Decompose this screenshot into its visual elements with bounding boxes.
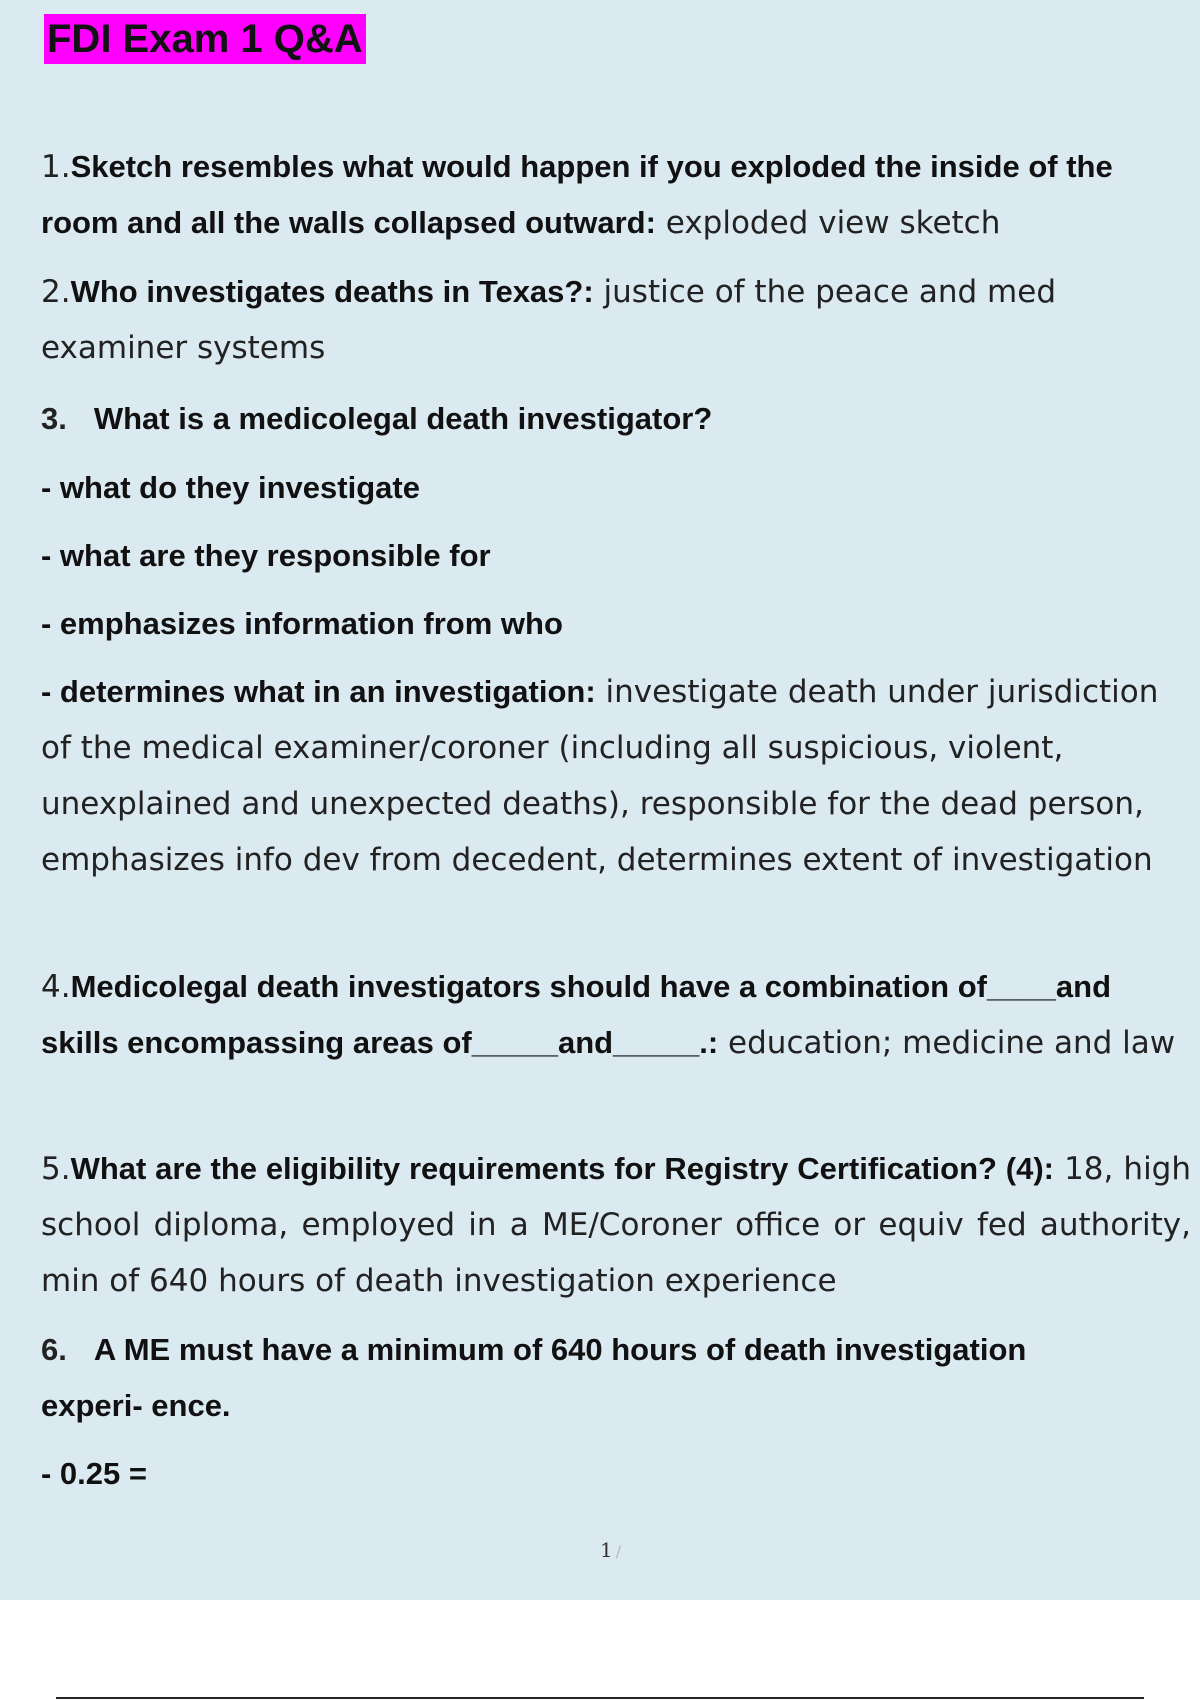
question-text: What is a medicolegal death investigator? bbox=[93, 401, 713, 436]
qa-item-3-sub-4 bbox=[41, 664, 1191, 888]
sub-question-text: - what do they investigate bbox=[41, 470, 420, 505]
qa-item-1 bbox=[41, 139, 1191, 251]
answer-text: justice of the peace and med examiner systems bbox=[41, 274, 1056, 366]
qa-item-6-sub-1 bbox=[41, 1446, 1191, 1502]
answer-text: 18, high school diploma, employed in a ME/Coroner office or equiv fed authority, min of 640 hours of death investigation experience bbox=[41, 1151, 1192, 1299]
sub-question-text: - determines what in an investigation: bbox=[41, 674, 596, 709]
item-number: 3. bbox=[41, 401, 67, 436]
item-number: 2. bbox=[41, 274, 71, 310]
question-text: Medicolegal death investigators should have a combination of____and skills encompassing areas of_____and_____.: bbox=[41, 969, 1112, 1060]
qa-item-3-sub-2 bbox=[41, 528, 1191, 584]
answer-text: exploded view sketch bbox=[655, 205, 1001, 241]
question-text: Sketch resembles what would happen if you exploded the inside of the room and all the walls collapsed outward: bbox=[41, 149, 1113, 240]
question-text: Who investigates deaths in Texas?: bbox=[70, 274, 594, 309]
document-title: FDI Exam 1 Q&A bbox=[44, 14, 366, 64]
qa-item-2 bbox=[41, 264, 1191, 376]
qa-item-5 bbox=[41, 1141, 1191, 1309]
page-number bbox=[600, 1538, 621, 1562]
qa-item-6 bbox=[41, 1322, 1131, 1434]
qa-item-3-sub-1 bbox=[41, 460, 1191, 516]
qa-item-3-question bbox=[41, 391, 1191, 447]
item-number: 6. bbox=[41, 1332, 67, 1367]
page-number-value: 1 bbox=[600, 1538, 613, 1562]
footer-rule bbox=[56, 1697, 1144, 1699]
qa-item-3-sub-3 bbox=[41, 596, 1191, 652]
sub-question-text: - 0.25 = bbox=[41, 1456, 147, 1491]
sub-question-text: - emphasizes information from who bbox=[41, 606, 563, 641]
question-text: What are the eligibility requirements for Registry Certification? (4): bbox=[70, 1151, 1055, 1186]
answer-text: education; medicine and law bbox=[718, 1025, 1176, 1061]
qa-item-4 bbox=[41, 959, 1191, 1071]
item-number: 4. bbox=[41, 969, 71, 1005]
answer-text: investigate death under jurisdiction of the medical examiner/coroner (including all suspicious, violent, unexplained and unexpected deaths), responsible for the dead person, emphasizes info dev from decedent, determines extent of investigation bbox=[41, 674, 1159, 878]
item-number: 5. bbox=[41, 1151, 71, 1187]
sub-question-text: - what are they responsible for bbox=[41, 538, 491, 573]
item-number: 1. bbox=[41, 149, 71, 185]
page-number-separator: / bbox=[615, 1542, 622, 1561]
question-text: A ME must have a minimum of 640 hours of death investigation experi- ence. bbox=[41, 1332, 1027, 1423]
